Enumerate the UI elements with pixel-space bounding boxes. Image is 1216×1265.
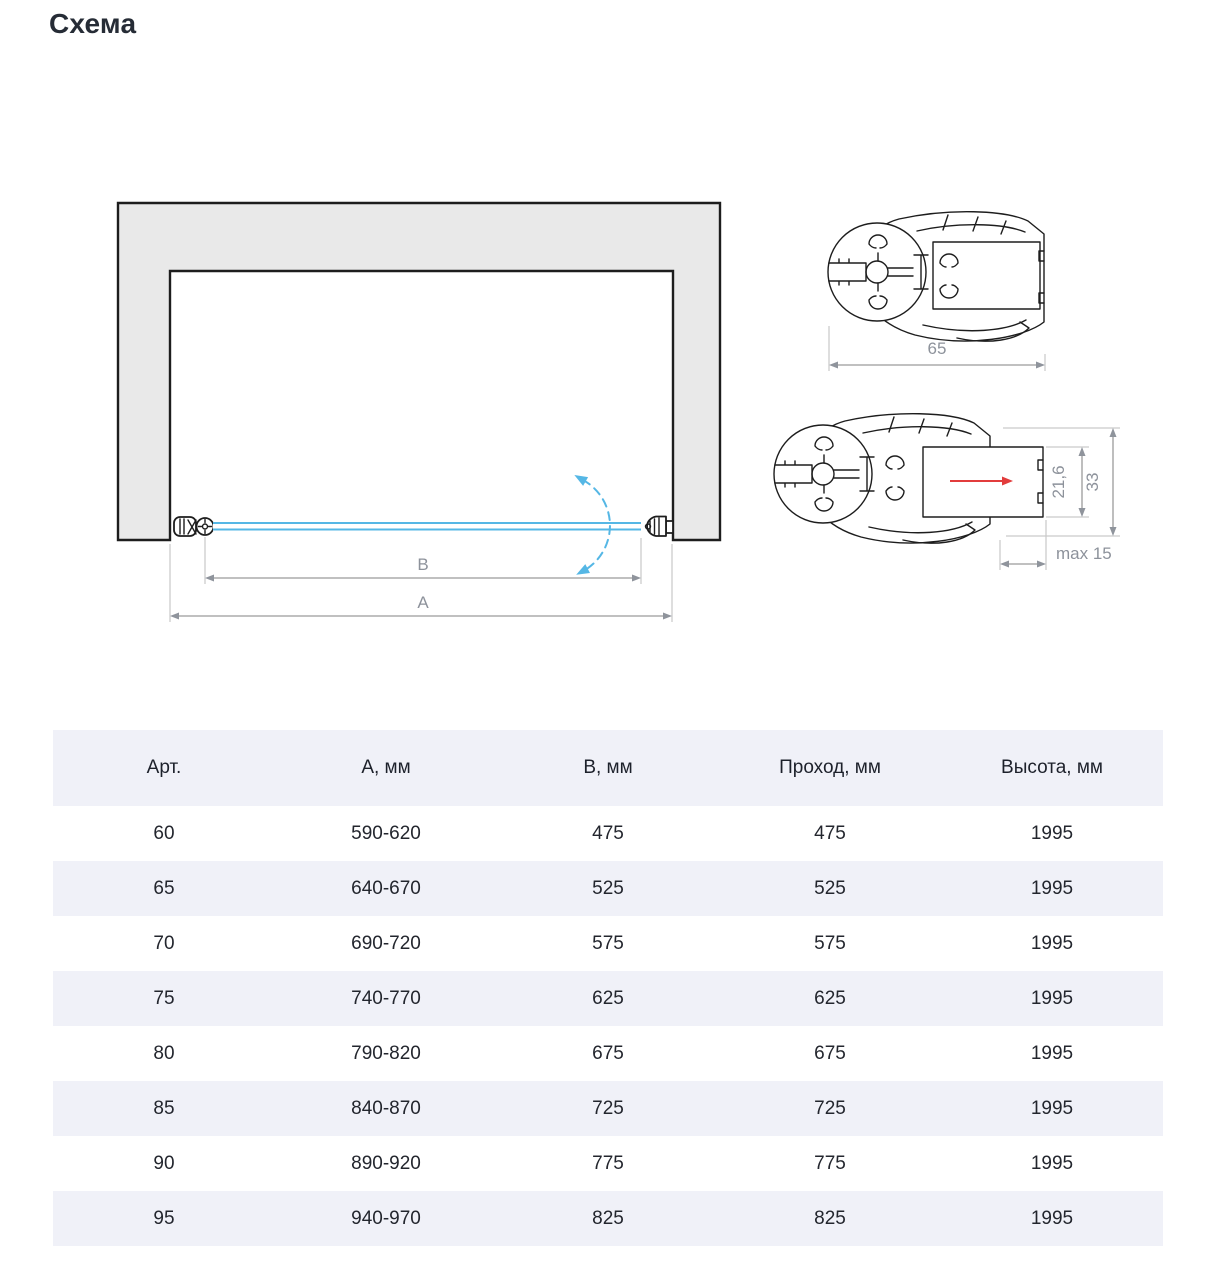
dim-65-label: 65 bbox=[927, 339, 947, 358]
right-pivot-hinge bbox=[646, 517, 674, 537]
table-cell: 840-870 bbox=[351, 1097, 421, 1119]
table-cell: 675 bbox=[592, 1042, 624, 1064]
table-row bbox=[53, 916, 1163, 971]
table-cell: 1995 bbox=[1030, 1152, 1074, 1174]
table-cell: 525 bbox=[814, 877, 846, 899]
table-cell: 625 bbox=[814, 987, 846, 1009]
table-cell: 775 bbox=[592, 1152, 624, 1174]
dim-a-label: A bbox=[417, 593, 429, 612]
page-title: Схема bbox=[49, 8, 137, 39]
table-cell: 775 bbox=[814, 1152, 846, 1174]
table-cell: 590-620 bbox=[351, 822, 421, 844]
table-cell: 60 bbox=[153, 822, 175, 844]
table-cell: 75 bbox=[153, 987, 175, 1009]
door-glass bbox=[213, 522, 641, 531]
profile-crosssection-65 bbox=[828, 212, 1045, 371]
left-wall-profile bbox=[174, 517, 214, 536]
col-header-art: Арт. bbox=[146, 757, 182, 778]
col-header-b-mm: В, мм bbox=[583, 757, 633, 778]
table-cell: 675 bbox=[814, 1042, 846, 1064]
table-cell: 1995 bbox=[1030, 1042, 1074, 1064]
dim-max-15-label: max 15 bbox=[1056, 544, 1112, 563]
table-cell: 95 bbox=[153, 1207, 175, 1229]
table-cell: 85 bbox=[153, 1097, 175, 1119]
table-cell: 790-820 bbox=[351, 1042, 421, 1064]
table-row bbox=[53, 1191, 1163, 1246]
floor-plan bbox=[118, 203, 720, 622]
dimensions-table bbox=[53, 730, 1163, 1246]
table-cell: 740-770 bbox=[351, 987, 421, 1009]
profile-crosssection-glass bbox=[774, 414, 1120, 570]
col-header-height-mm: Высота, мм bbox=[1001, 757, 1103, 778]
table-cell: 690-720 bbox=[351, 932, 421, 954]
table-body bbox=[53, 806, 1163, 1246]
table-cell: 525 bbox=[592, 877, 624, 899]
col-header-a-mm: А, мм bbox=[361, 757, 411, 778]
table-cell: 625 bbox=[592, 987, 624, 1009]
table-cell: 90 bbox=[153, 1152, 175, 1174]
table-cell: 1995 bbox=[1030, 822, 1074, 844]
table-cell: 70 bbox=[153, 932, 175, 954]
dimension-max-15 bbox=[1000, 520, 1112, 570]
table-cell: 1995 bbox=[1030, 1097, 1074, 1119]
table-cell: 1995 bbox=[1030, 932, 1074, 954]
col-header-passage-mm: Проход, мм bbox=[779, 757, 881, 778]
dim-21-6-label: 21,6 bbox=[1049, 465, 1068, 499]
dim-33-label: 33 bbox=[1083, 472, 1102, 492]
dimension-b bbox=[205, 537, 641, 584]
table-row bbox=[53, 806, 1163, 861]
table-cell: 825 bbox=[814, 1207, 846, 1229]
wall bbox=[118, 203, 720, 540]
table-cell: 575 bbox=[814, 932, 846, 954]
table-cell: 475 bbox=[592, 822, 624, 844]
table-cell: 1995 bbox=[1030, 1207, 1074, 1229]
table-row bbox=[53, 1136, 1163, 1191]
table-cell: 940-970 bbox=[351, 1207, 421, 1229]
table-cell: 65 bbox=[153, 877, 175, 899]
dim-b-label: B bbox=[417, 555, 429, 574]
table-cell: 575 bbox=[592, 932, 624, 954]
table-cell: 80 bbox=[153, 1042, 175, 1064]
table-cell: 725 bbox=[814, 1097, 846, 1119]
table-cell: 890-920 bbox=[351, 1152, 421, 1174]
table-row bbox=[53, 1026, 1163, 1081]
table-row bbox=[53, 1081, 1163, 1136]
table-row bbox=[53, 861, 1163, 916]
table-cell: 1995 bbox=[1030, 987, 1074, 1009]
table-cell: 475 bbox=[814, 822, 846, 844]
table-header-row bbox=[53, 730, 1163, 806]
table-cell: 825 bbox=[592, 1207, 624, 1229]
table-cell: 725 bbox=[592, 1097, 624, 1119]
table-cell: 640-670 bbox=[351, 877, 421, 899]
table-row bbox=[53, 971, 1163, 1026]
table-cell: 1995 bbox=[1030, 877, 1074, 899]
